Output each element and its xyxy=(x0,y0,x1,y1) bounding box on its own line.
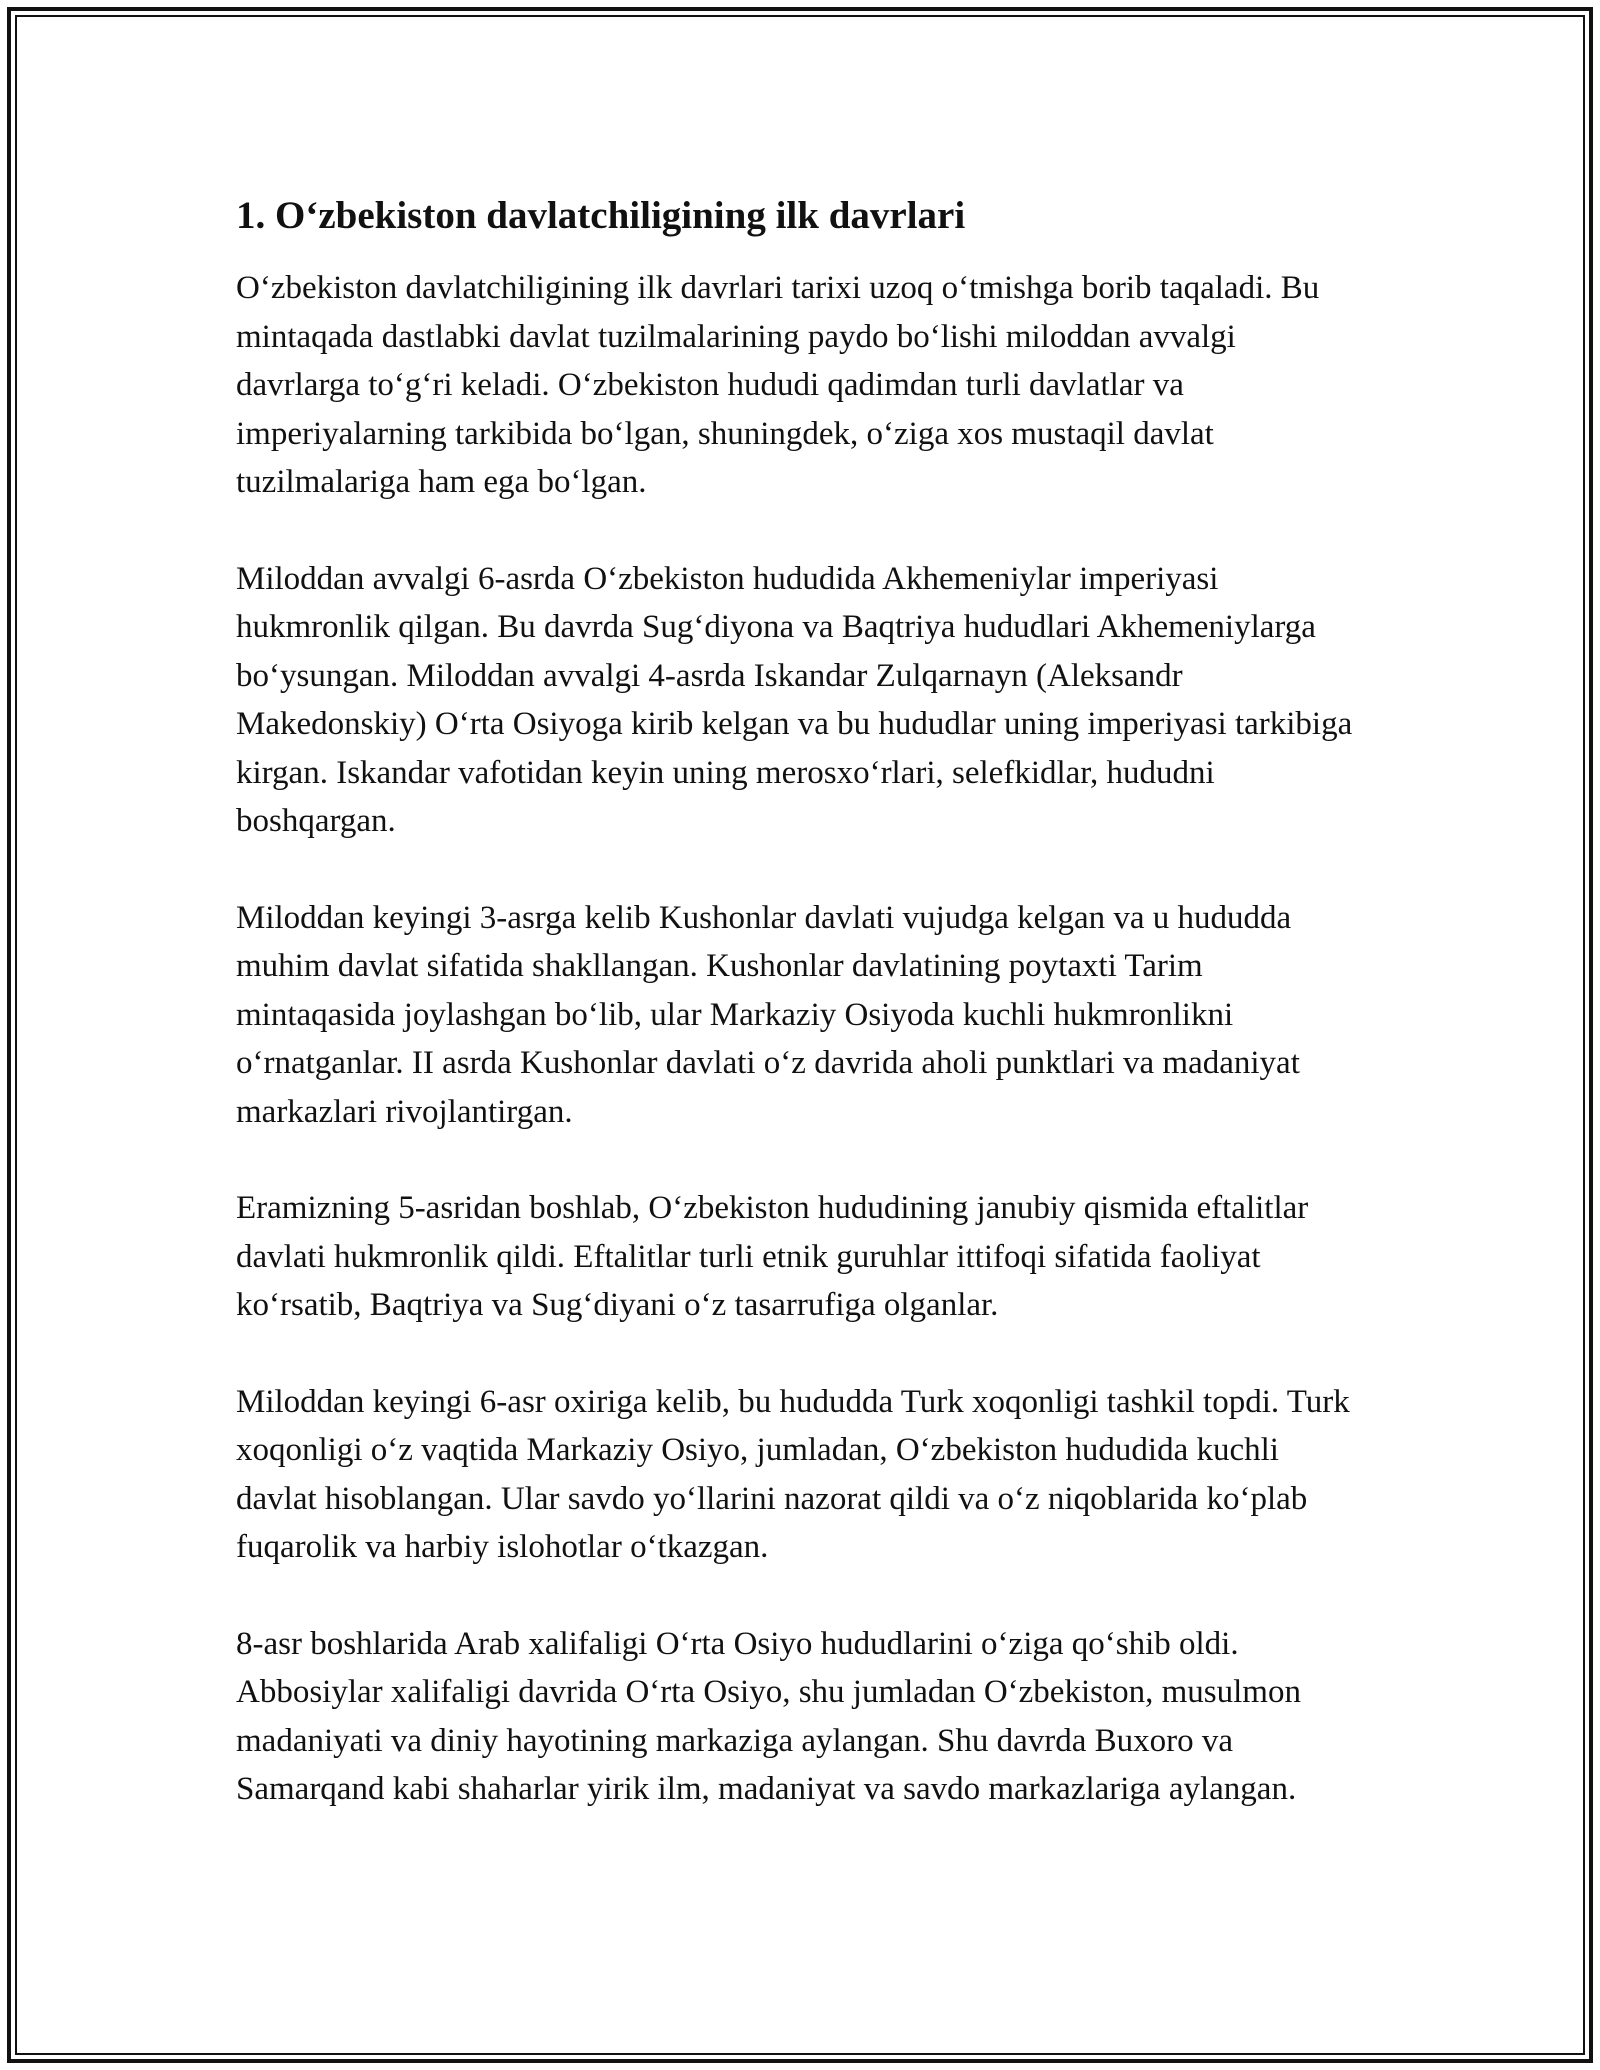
paragraph-2: Miloddan avvalgi 6-asrda O‘zbekiston hududida Akhemeniylar imperiyasi hukmronlik qilgan. Bu davrda Sug‘diyona va Baqtriya hududlari Akhemeniylarga bo‘ysungan. Miloddan avvalgi 4-asrda Iskandar Zulqarnayn (Aleksandr Makedonskiy) O‘rta Osiyoga kirib kelgan va bu hududlar uning imperiyasi tarkibiga kirgan. Iskandar vafotidan keyin uning merosxo‘rlari, selefkidlar, hududni boshqargan. xyxy=(236,560,1353,839)
document-body xyxy=(236,188,1366,1862)
paragraph-4: Eramizning 5-asridan boshlab, O‘zbekiston hududining janubiy qismida eftalitlar davlati hukmronlik qildi. Eftalitlar turli etnik guruhlar ittifoqi sifatida faoliyat ko‘rsatib, Baqtriya va Sug‘diyani o‘z tasarrufiga olganlar. xyxy=(236,1190,1309,1323)
paragraph-5: Miloddan keyingi 6-asr oxiriga kelib, bu hududda Turk xoqonligi tashkil topdi. Turk xoqonligi o‘z vaqtida Markaziy Osiyo, jumladan, O‘zbekiston hududida kuchli davlat hisoblangan. Ular savdo yo‘llarini nazorat qildi va o‘z niqoblarida ko‘plab fuqarolik va harbiy islohotlar o‘tkazgan. xyxy=(236,1383,1350,1565)
paragraph-1: O‘zbekiston davlatchiligining ilk davrlari tarixi uzoq o‘tmishga borib taqaladi. Bu mintaqada dastlabki davlat tuzilmalarining paydo bo‘lishi miloddan avvalgi davrlarga to‘g‘ri keladi. O‘zbekiston hududi qadimdan turli davlatlar va imperiyalarning tarkibida bo‘lgan, shuningdek, o‘ziga xos mustaqil davlat tuzilmalariga ham ega bo‘lgan. xyxy=(236,270,1320,500)
paragraph-6: 8-asr boshlarida Arab xalifaligi O‘rta Osiyo hududlarini o‘ziga qo‘shib oldi. Abbosiylar xalifaligi davrida O‘rta Osiyo, shu jumladan O‘zbekiston, musulmon madaniyati va diniy hayotining markaziga aylangan. Shu davrda Buxoro va Samarqand kabi shaharlar yirik ilm, madaniyat va savdo markazlariga aylangan. xyxy=(236,1625,1301,1807)
paragraph-3: Miloddan keyingi 3-asrga kelib Kushonlar davlati vujudga kelgan va u hududda muhim davlat sifatida shakllangan. Kushonlar davlatining poytaxti Tarim mintaqasida joylashgan bo‘lib, ular Markaziy Osiyoda kuchli hukmronlikni o‘rnatganlar. II asrda Kushonlar davlati o‘z davrida aholi punktlari va madaniyat markazlari rivojlantirgan. xyxy=(236,899,1300,1130)
section-heading: 1. O‘zbekiston davlatchiligining ilk davrlari xyxy=(236,194,966,237)
